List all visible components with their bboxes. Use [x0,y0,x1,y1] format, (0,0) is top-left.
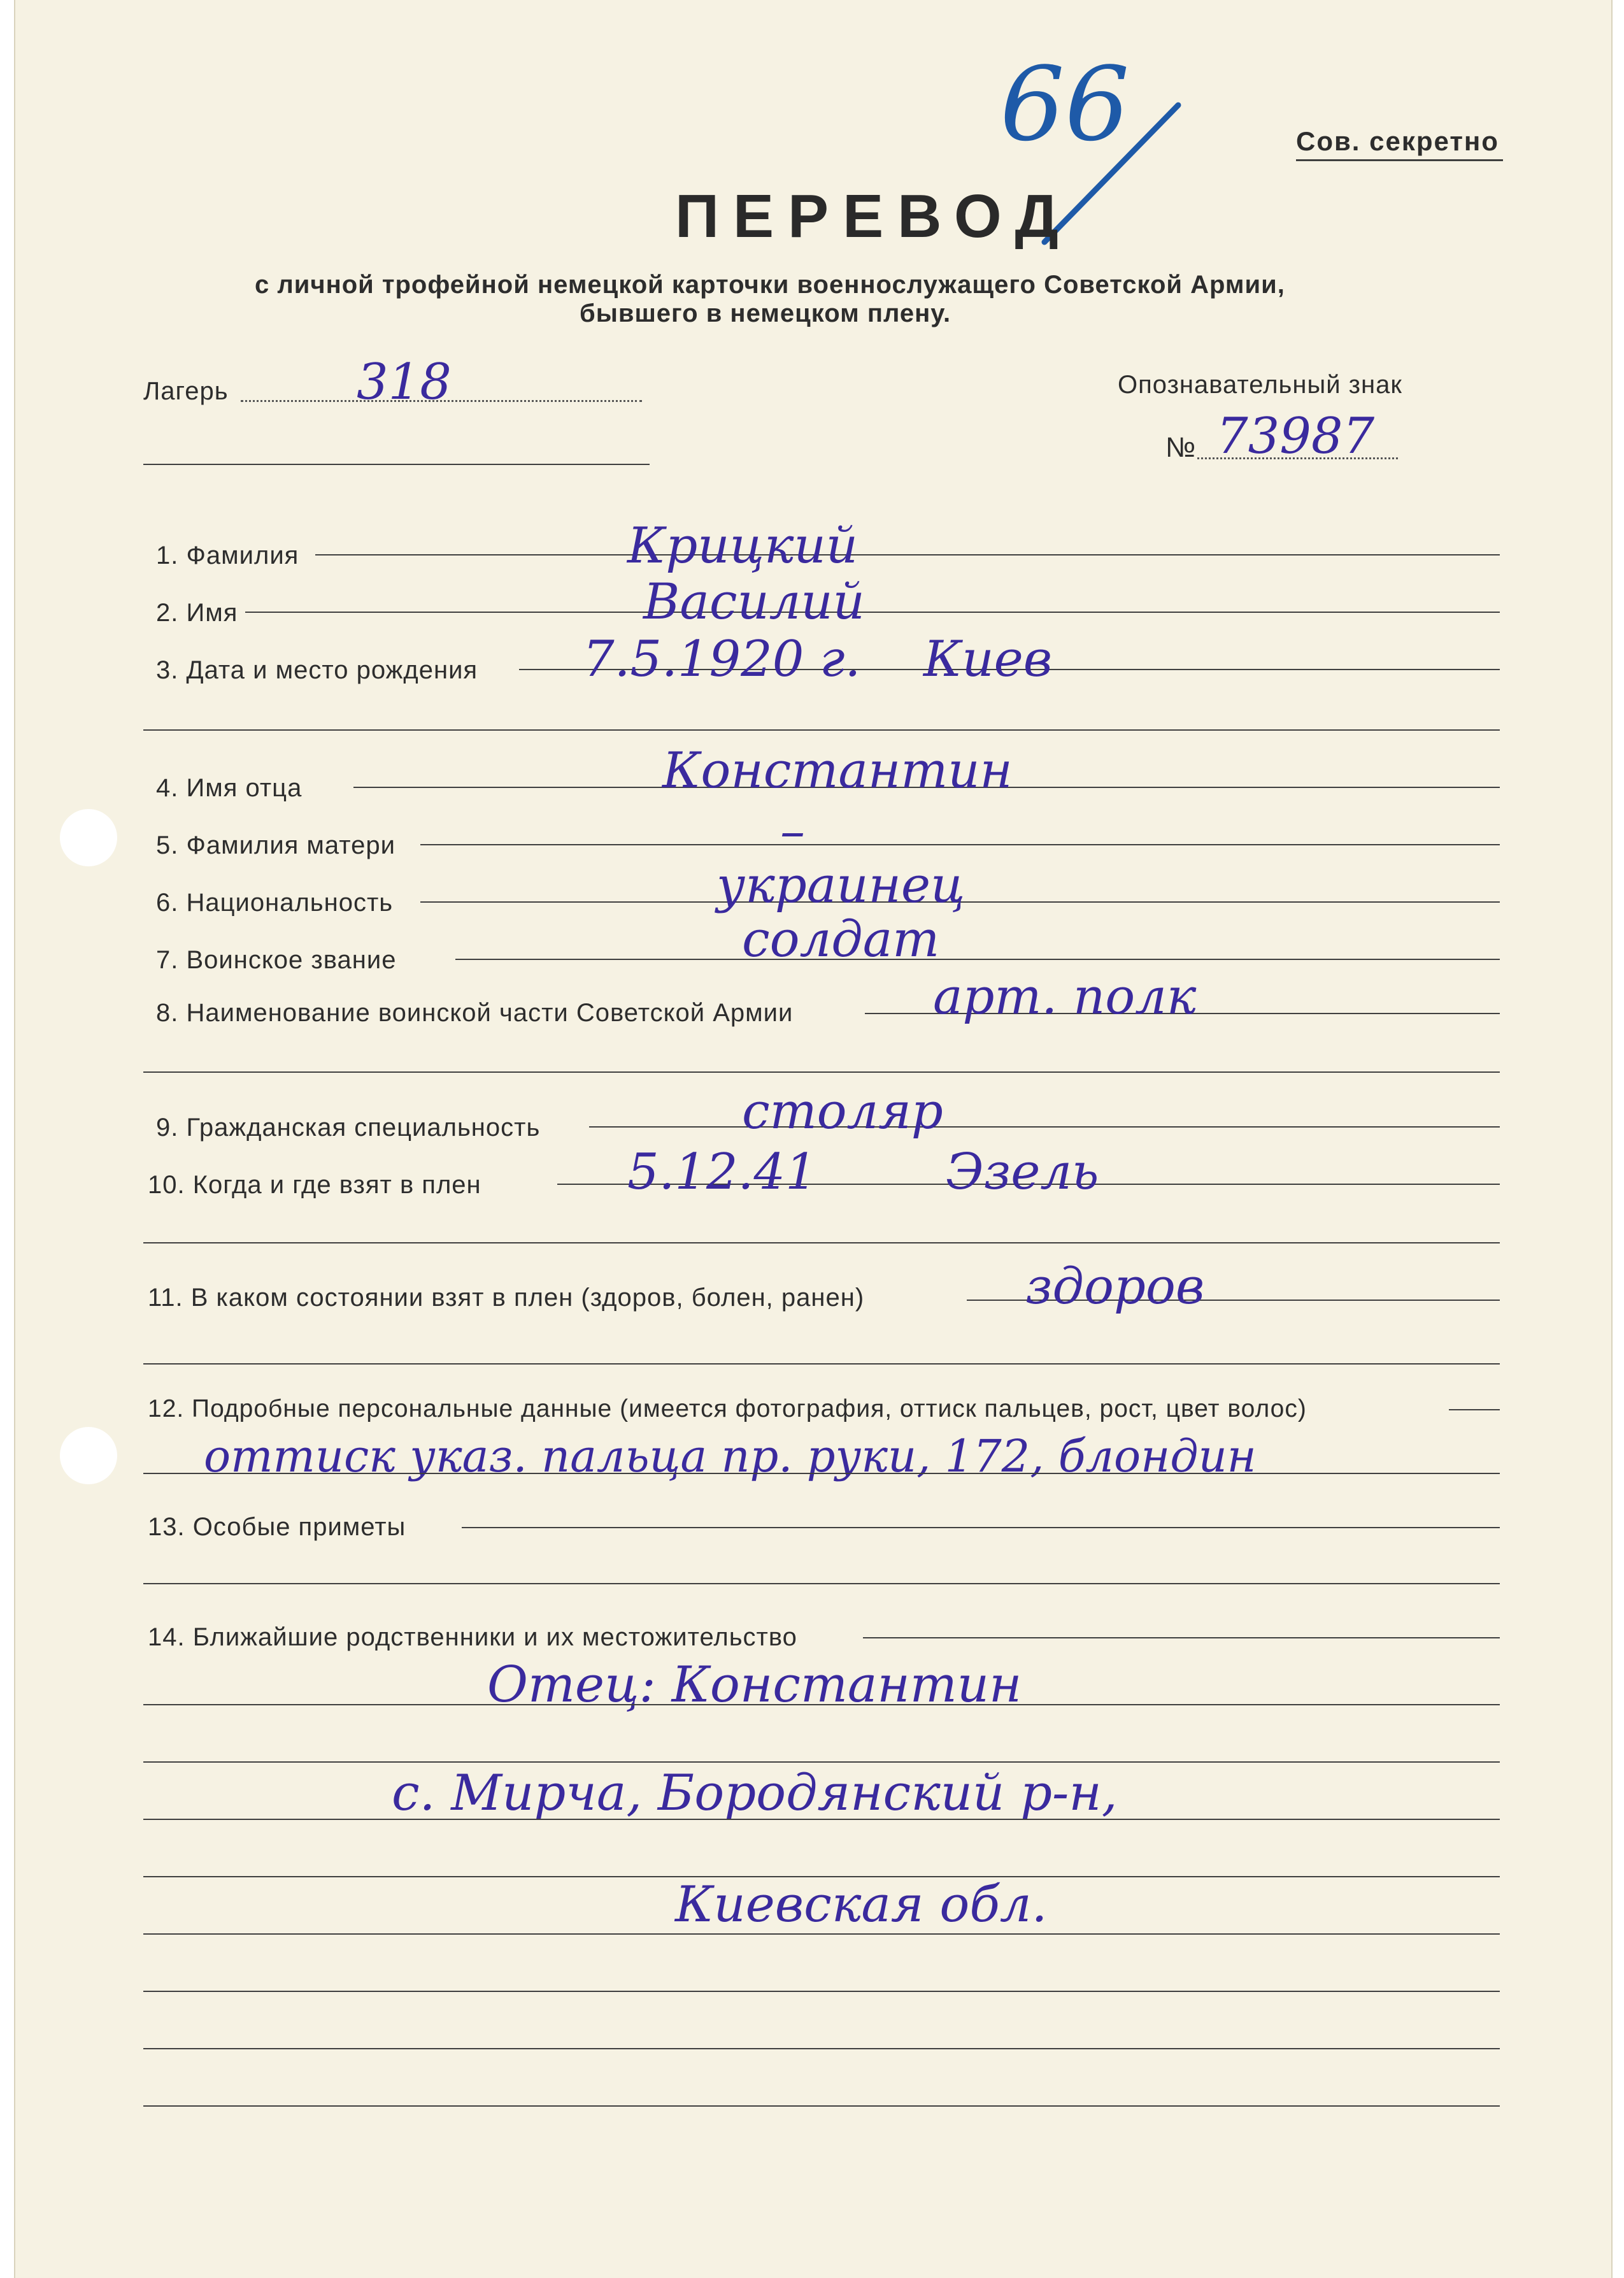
field-birth-label: 3. Дата и место рождения [156,656,478,684]
field-profession-value: столяр [742,1083,943,1140]
camp-value: 318 [357,354,452,411]
id-tag-prefix: № [1165,432,1197,463]
field-unit-label: 8. Наименование воинской части Советской Армии [156,999,794,1027]
camp-second-line [143,464,650,465]
field-captured-label: 10. Когда и где взят в плен [148,1171,481,1199]
field-profession-line [589,1126,1500,1128]
field-mother-label: 5. Фамилия матери [156,831,396,859]
field-marks-label: 13. Особые приметы [148,1513,406,1541]
field-birth-extra-line [143,729,1500,731]
field-surname-value: Крицкий [627,517,858,575]
field-captured-date-value: 5.12.41 [627,1143,817,1201]
field-rank-label: 7. Воинское звание [156,946,397,974]
corner-number: 66 [1000,45,1130,164]
field-nationality-value: украинец [716,857,965,914]
field-personal-data-value: оттиск указ. пальца пр. руки, 172, блондин [204,1430,1257,1482]
field-mother-value: – [780,803,805,860]
field-name-line [245,612,1500,613]
field-father-label: 4. Имя отца [156,774,303,802]
field-condition-label: 11. В каком состоянии взят в плен (здоров, болен, ранен) [148,1284,865,1312]
relatives-line-6 [143,1933,1500,1935]
field-nationality-label: 6. Национальность [156,889,394,917]
field-birth-place-value: Киев [923,631,1053,688]
field-unit-value: арт. полк [933,968,1197,1026]
id-tag-value: 73987 [1216,408,1375,465]
field-surname-line [315,554,1500,555]
relatives-line-3 [143,1761,1500,1763]
field-father-value: Константин [662,742,1013,799]
field-relatives-line [863,1637,1500,1638]
document-title: ПЕРЕВОД [675,182,1072,250]
field-relatives-value-2: с. Мирча, Бородянский р-н, [392,1765,1118,1822]
relatives-line-7 [143,1991,1500,1992]
relatives-line-2 [143,1704,1500,1705]
field-name-label: 2. Имя [156,599,238,627]
field-rank-value: солдат [742,911,940,968]
field-condition-extra-line [143,1363,1500,1365]
classification-label: Сов. секретно [1296,126,1499,156]
field-unit-extra-line [143,1071,1500,1073]
relatives-line-4 [143,1819,1500,1820]
field-captured-place-value: Эзель [946,1143,1099,1201]
field-name-value: Василий [643,573,865,631]
field-personal-data-line [1449,1409,1500,1410]
document-subtitle-1: с личной трофейной немецкой карточки военнослужащего Советской Армии, [255,271,1285,299]
id-tag-label: Опознавательный знак [1118,371,1402,399]
field-relatives-value-3: Киевская обл. [675,1876,1048,1933]
relatives-line-8 [143,2048,1500,2049]
field-marks-extra-line [143,1583,1500,1584]
field-surname-label: 1. Фамилия [156,541,299,570]
field-mother-line [420,844,1500,845]
punch-hole-top [60,809,117,866]
field-relatives-value-1: Отец: Константин [487,1656,1022,1714]
classification-underline [1296,159,1503,161]
field-personal-data-extra-line [143,1473,1500,1474]
field-profession-label: 9. Гражданская специальность [156,1114,541,1142]
relatives-line-9 [143,2105,1500,2107]
field-relatives-label: 14. Ближайшие родственники и их местожительство [148,1623,797,1651]
field-captured-extra-line [143,1242,1500,1243]
field-personal-data-label: 12. Подробные персональные данные (имеется фотография, оттиск пальцев, рост, цвет волос) [148,1395,1307,1422]
punch-hole-bottom [60,1427,117,1484]
document-subtitle-2: бывшего в немецком плену. [580,299,951,327]
camp-label: Лагерь [143,377,229,405]
field-condition-value: здоров [1025,1258,1205,1315]
field-rank-line [455,959,1500,960]
field-birth-date-value: 7.5.1920 г. [583,631,861,688]
field-marks-line [462,1527,1500,1528]
